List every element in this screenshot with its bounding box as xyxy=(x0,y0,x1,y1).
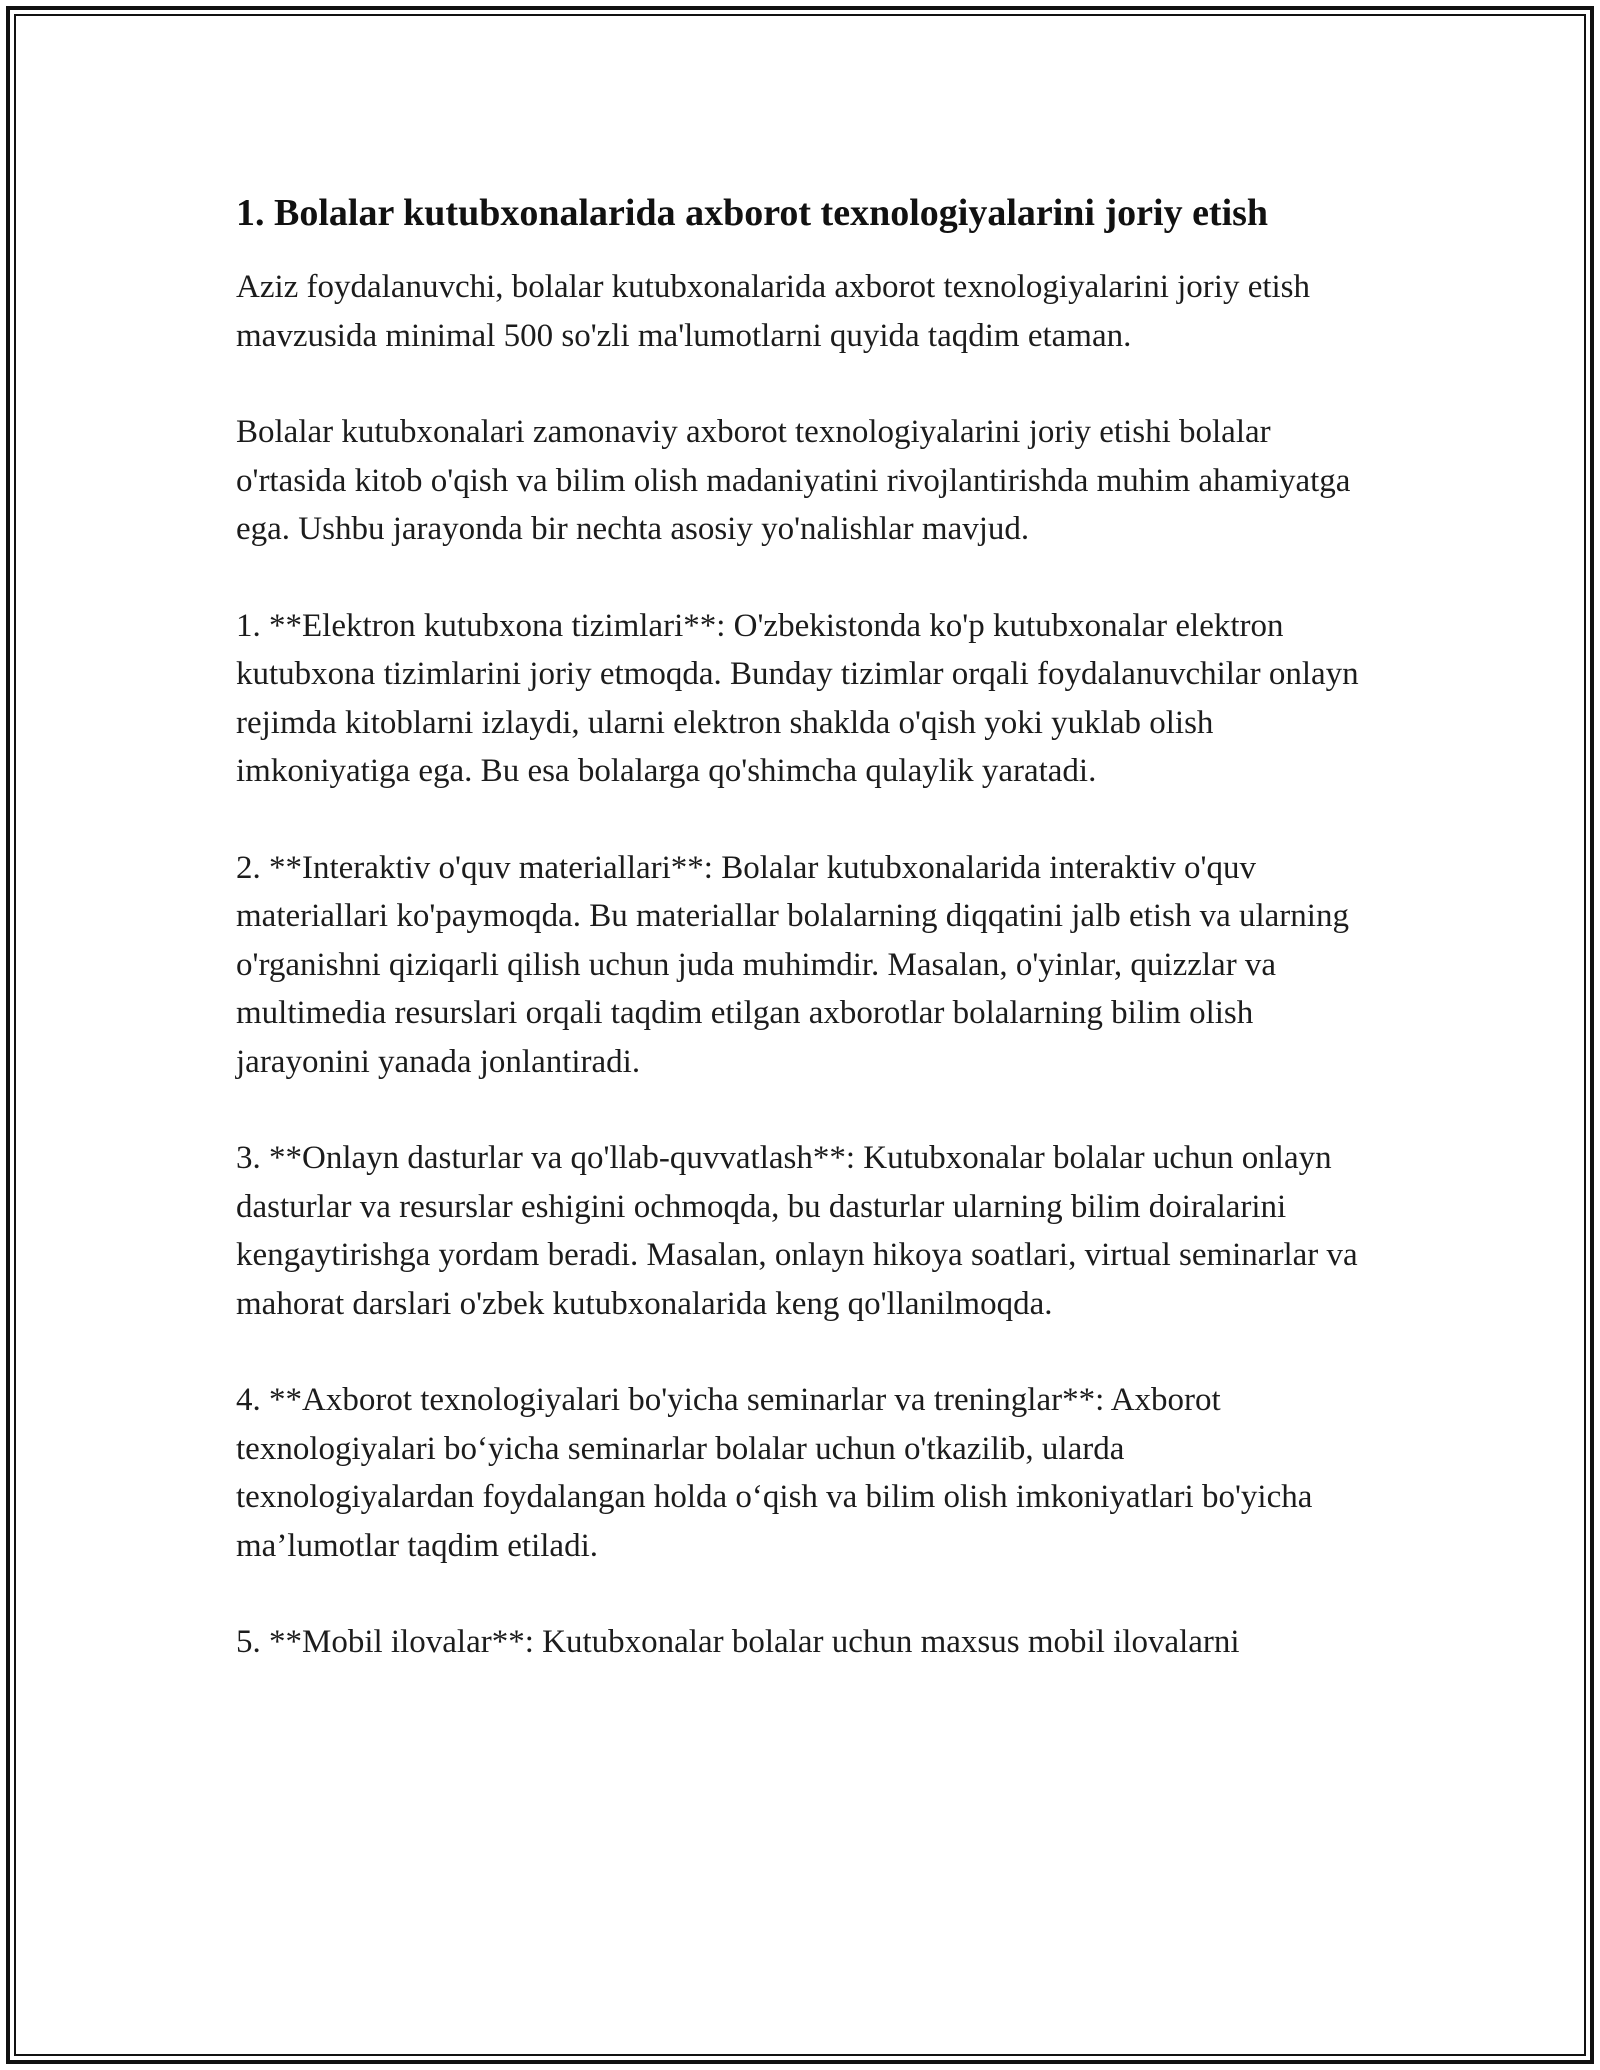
paragraph-overview: Bolalar kutubxonalari zamonaviy axborot texnologiyalarini joriy etishi bolalar o'rtasida kitob o'qish va bilim olish madaniyatini rivojlantirishda muhim ahamiyatga ega. Ushbu jarayonda bir nechta asosiy yo'nalishlar mavjud. xyxy=(236,414,1351,547)
paragraph-item-5: 5. **Mobil ilovalar**: Kutubxonalar bolalar uchun maxsus mobil ilovalarni xyxy=(236,1624,1240,1660)
paragraph-item-4: 4. **Axborot texnologiyalari bo'yicha seminarlar va treninglar**: Axborot texnologiyalari bo‘yicha seminarlar bolalar uchun o'tkazilib, ularda texnologiyalardan foydalangan holda o‘qish va bilim olish imkoniyatlari bo'yicha ma’lumotlar taqdim etiladi. xyxy=(236,1382,1313,1564)
document-title: 1. Bolalar kutubxonalarida axborot texnologiyalarini joriy etish xyxy=(236,192,1269,234)
paragraph-intro: Aziz foydalanuvchi, bolalar kutubxonalarida axborot texnologiyalarini joriy etish mavzusida minimal 500 so'zli ma'lumotlarni quyida taqdim etaman. xyxy=(236,269,1311,354)
paragraph-item-2: 2. **Interaktiv o'quv materiallari**: Bolalar kutubxonalarida interaktiv o'quv materiallari ko'paymoqda. Bu materiallar bolalarning diqqatini jalb etish va ularning o'rganishni qiziqarli qilish uchun juda muhimdir. Masalan, o'yinlar, quizzlar va multimedia resurslari orqali taqdim etilgan axborotlar bolalarning bilim olish jarayonini yanada jonlantiradi. xyxy=(236,849,1349,1080)
document-body xyxy=(236,186,1366,1715)
paragraph-item-1: 1. **Elektron kutubxona tizimlari**: O'zbekistonda ko'p kutubxonalar elektron kutubxona tizimlarini joriy etmoqda. Bunday tizimlar orqali foydalanuvchilar onlayn rejimda kitoblarni izlaydi, ularni elektron shaklda o'qish yoki yuklab olish imkoniyatiga ega. Bu esa bolalarga qo'shimcha qulaylik yaratadi. xyxy=(236,607,1359,789)
paragraph-item-3: 3. **Onlayn dasturlar va qo'llab-quvvatlash**: Kutubxonalar bolalar uchun onlayn dasturlar va resurslar eshigini ochmoqda, bu dasturlar ularning bilim doiralarini kengaytirishga yordam beradi. Masalan, onlayn hikoya soatlari, virtual seminarlar va mahorat darslari o'zbek kutubxonalarida keng qo'llanilmoqda. xyxy=(236,1140,1358,1322)
